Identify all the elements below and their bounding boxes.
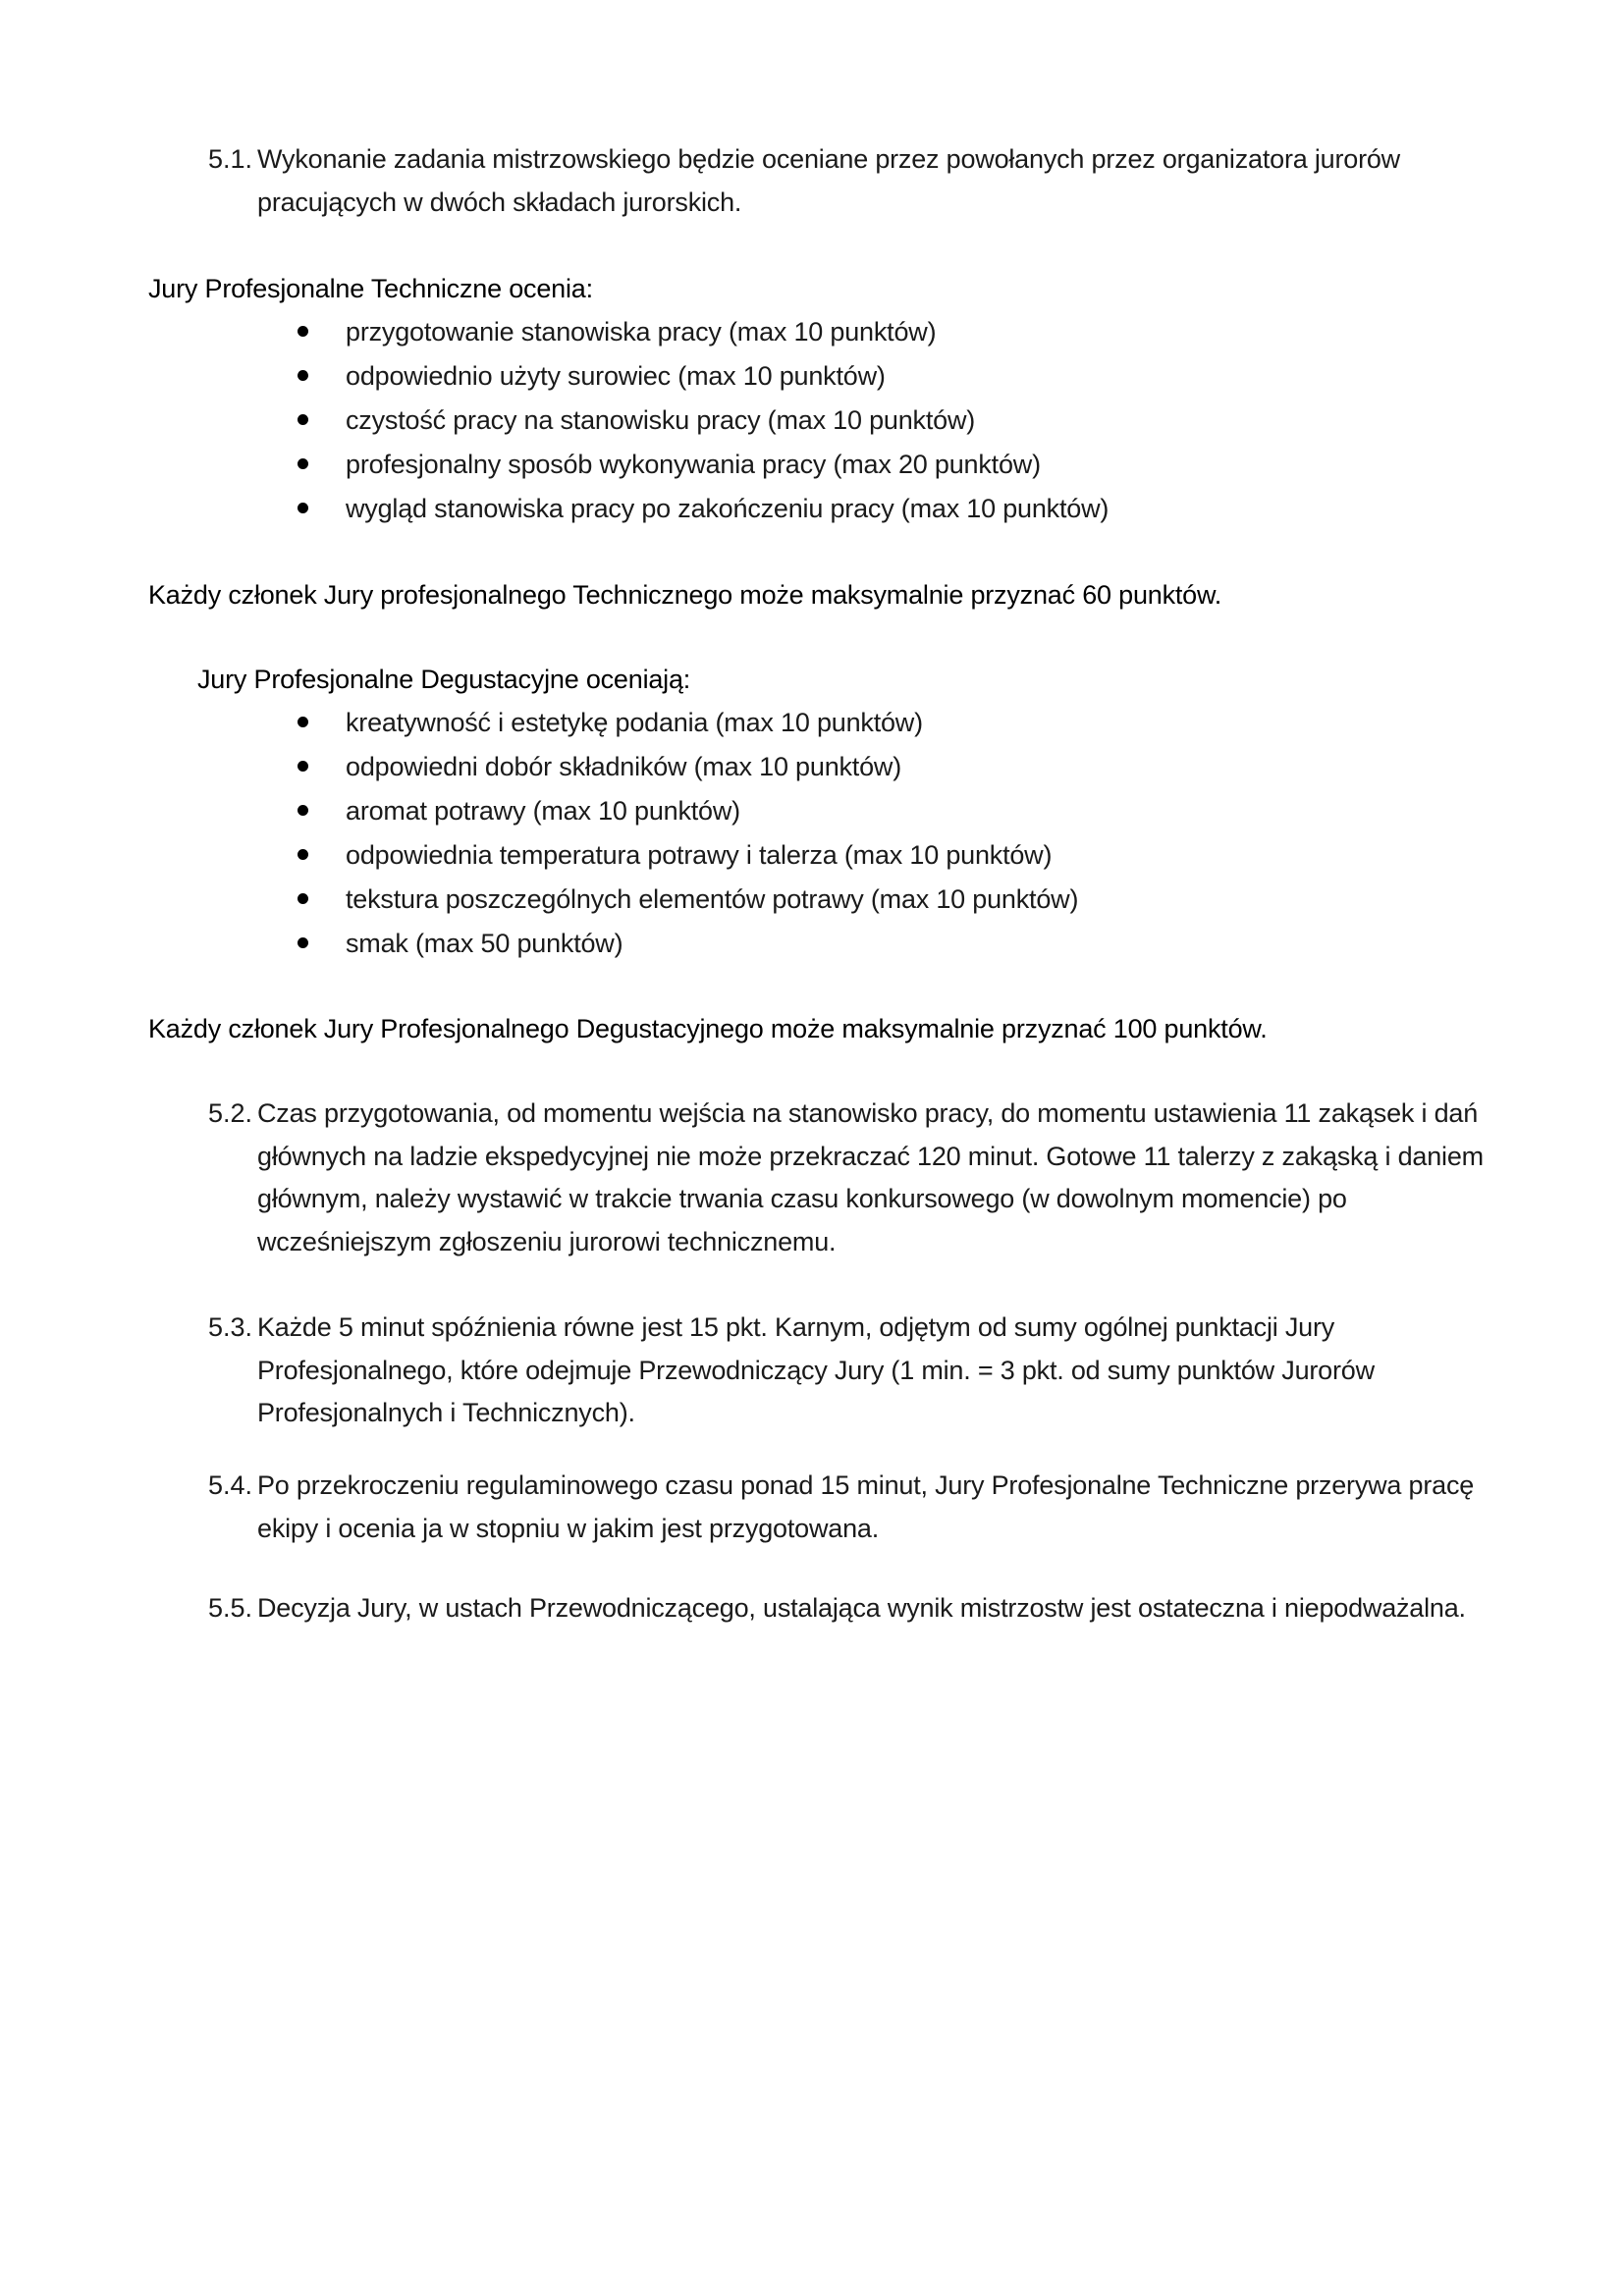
list-item: smak (max 50 punktów)	[346, 929, 623, 958]
section-number: 5.3.	[208, 1312, 253, 1342]
list-item: odpowiedni dobór składników (max 10 punktów)	[346, 752, 902, 781]
bullet-icon	[298, 805, 308, 816]
section-text: Profesjonalnego, które odejmuje Przewodniczący Jury (1 min. = 3 pkt. od sumy punktów Jurorów	[257, 1356, 1375, 1385]
list-item: aromat potrawy (max 10 punktów)	[346, 796, 740, 826]
section-text: Profesjonalnych i Technicznych).	[257, 1398, 635, 1427]
list-item: przygotowanie stanowiska pracy (max 10 punktów)	[346, 317, 937, 347]
list-item: kreatywność i estetykę podania (max 10 punktów)	[346, 708, 923, 737]
section-text: głównych na ladzie ekspedycyjnej nie może przekraczać 120 minut. Gotowe 11 talerzy z zakąską i daniem	[257, 1142, 1484, 1171]
bullet-icon	[298, 503, 308, 513]
section-number: 5.1.	[208, 144, 253, 174]
bullet-icon	[298, 761, 308, 772]
section-text: głównym, należy wystawić w trakcie trwania czasu konkursowego (w dowolnym momencie) po	[257, 1184, 1347, 1213]
section-text: Decyzja Jury, w ustach Przewodniczącego, ustalająca wynik mistrzostw jest ostateczna i niepodważalna.	[257, 1593, 1466, 1623]
bullet-icon	[298, 849, 308, 860]
section-number: 5.2.	[208, 1098, 253, 1128]
section-number: 5.4.	[208, 1470, 253, 1500]
bullet-icon	[298, 893, 308, 904]
bullet-icon	[298, 937, 308, 948]
list-item: wygląd stanowiska pracy po zakończeniu pracy (max 10 punktów)	[346, 494, 1110, 523]
section-number: 5.5.	[208, 1593, 253, 1623]
list-item: odpowiednio użyty surowiec (max 10 punktów)	[346, 361, 886, 391]
list-item: tekstura poszczególnych elementów potrawy (max 10 punktów)	[346, 884, 1079, 914]
bullet-icon	[298, 414, 308, 425]
tasting-jury-heading: Jury Profesjonalne Degustacyjne oceniają:	[197, 665, 691, 694]
list-item: profesjonalny sposób wykonywania pracy (max 20 punktów)	[346, 450, 1041, 479]
section-text: Czas przygotowania, od momentu wejścia na stanowisko pracy, do momentu ustawienia 11 zakąsek i dań	[257, 1098, 1479, 1128]
bullet-icon	[298, 326, 308, 337]
list-item: czystość pracy na stanowisku pracy (max 10 punktów)	[346, 405, 976, 435]
technical-jury-heading: Jury Profesjonalne Techniczne ocenia:	[148, 274, 593, 303]
section-text: wcześniejszym zgłoszeniu jurorowi technicznemu.	[257, 1227, 837, 1256]
list-item: odpowiednia temperatura potrawy i talerza (max 10 punktów)	[346, 840, 1053, 870]
section-text: ekipy i ocenia ja w stopniu w jakim jest przygotowana.	[257, 1514, 880, 1543]
section-text: Każde 5 minut spóźnienia równe jest 15 pkt. Karnym, odjętym od sumy ogólnej punktacji Jury	[257, 1312, 1335, 1342]
section-text: Po przekroczeniu regulaminowego czasu ponad 15 minut, Jury Profesjonalne Techniczne przerywa pracę	[257, 1470, 1475, 1500]
bullet-icon	[298, 458, 308, 469]
section-text: pracujących w dwóch składach jurorskich.	[257, 187, 742, 217]
section-text: Wykonanie zadania mistrzowskiego będzie oceniane przez powołanych przez organizatora jurorów	[257, 144, 1400, 174]
bullet-icon	[298, 370, 308, 381]
bullet-icon	[298, 717, 308, 727]
tasting-jury-summary: Każdy członek Jury Profesjonalnego Degustacyjnego może maksymalnie przyznać 100 punktów.	[148, 1014, 1268, 1043]
technical-jury-summary: Każdy członek Jury profesjonalnego Technicznego może maksymalnie przyznać 60 punktów.	[148, 580, 1222, 610]
